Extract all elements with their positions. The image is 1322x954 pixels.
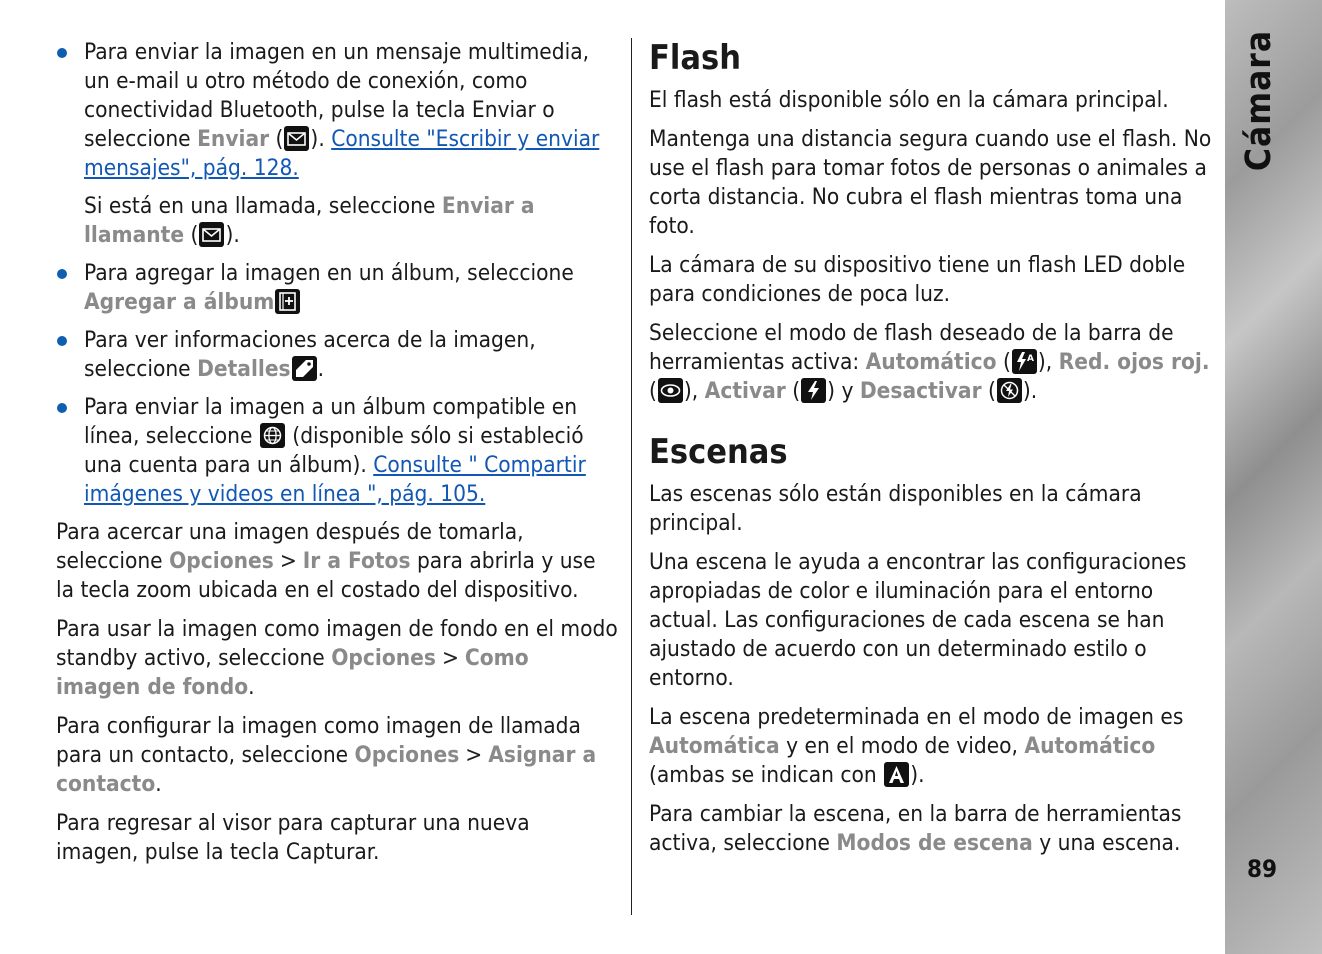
keyword-agregar-a-album: Agregar a álbum (84, 289, 275, 315)
keyword-como-imagen-de-fondo: Como imagen de fondo (56, 645, 529, 700)
keyword-detalles: Detalles (197, 356, 291, 382)
keyword-automatico: Automático (1024, 733, 1156, 759)
red-eye-icon (658, 378, 683, 403)
text: . (248, 674, 255, 700)
text: y en el modo de video, (779, 733, 1025, 759)
paragraph-change-scene (649, 800, 1214, 858)
paragraph: Mantenga una distancia segura cuando use el flash. No use el flash para tomar fotos de personas o animales a corta distancia. No cubra el flash mientras toma una foto. (649, 126, 1212, 239)
text: La escena predeterminada en el modo de imagen es (649, 704, 1184, 730)
globe-icon (260, 423, 285, 448)
menu-separator: > (441, 645, 459, 671)
left-column (56, 38, 618, 877)
text: ). (310, 126, 332, 152)
text: . (155, 771, 162, 797)
list-item (56, 38, 618, 250)
text: Para enviar la imagen en un mensaje multimedia, un e-mail u otro método de conexión, como conectividad Bluetooth, pulse la tecla Enviar o seleccione (84, 39, 590, 152)
bullet-dot (57, 48, 67, 58)
list-item (56, 393, 618, 509)
flash-off-icon (997, 378, 1022, 403)
flash-on-icon (801, 378, 826, 403)
text: ( (269, 126, 284, 152)
envelope-icon (199, 222, 224, 247)
keyword-red-ojos-roj: Red. ojos roj. (1058, 349, 1210, 375)
text: Para agregar la imagen en un álbum, seleccione (84, 260, 574, 286)
paragraph: El flash está disponible sólo en la cámara principal. (649, 87, 1169, 113)
paragraph-fondo (56, 615, 618, 702)
heading-escenas: Escenas (649, 432, 788, 472)
bullet-dot (57, 336, 67, 346)
text: . (317, 356, 325, 382)
text: Para ver informaciones acerca de la imagen, seleccione (84, 327, 536, 382)
text: ( (996, 349, 1011, 375)
keyword-automatica: Automática (649, 733, 780, 759)
keyword-ir-a-fotos: Ir a Fotos (302, 548, 411, 574)
link-escribir-enviar-mensajes[interactable]: Consulte "Escribir y enviar mensajes", pág. 128. (84, 126, 600, 181)
paragraph-default-scene (649, 703, 1214, 790)
menu-separator: > (465, 742, 483, 768)
text: y una escena. (1032, 830, 1181, 856)
text: ). (1022, 378, 1038, 404)
right-column (649, 38, 1214, 868)
keyword-desactivar: Desactivar (859, 378, 982, 404)
svg-text:A: A (1026, 354, 1034, 364)
paragraph: La cámara de su dispositivo tiene un flash LED doble para condiciones de poca luz. (649, 252, 1186, 307)
paragraph: Una escena le ayuda a encontrar las configuraciones apropiadas de color e iluminación para el entorno actual. Las configuraciones de cada escena se han ajustado de acuerdo con un determinado estilo o entorno. (649, 549, 1187, 691)
paragraph: Las escenas sólo están disponibles en la cámara principal. (649, 481, 1142, 536)
paragraph-flash-modes (649, 319, 1214, 406)
sub-paragraph (84, 192, 618, 250)
keyword-enviar-a-llamante: Enviar a llamante (84, 193, 535, 248)
text: ), (1037, 349, 1059, 375)
album-add-icon (275, 289, 300, 314)
keyword-opciones: Opciones (169, 548, 274, 574)
text: ) y (827, 378, 860, 404)
menu-separator: > (279, 548, 297, 574)
text: ). (910, 762, 925, 788)
text: ( (649, 378, 657, 404)
text: Para enviar la imagen a un álbum compatible en línea, seleccione (84, 394, 578, 449)
heading-flash: Flash (649, 38, 742, 78)
column-divider (631, 38, 632, 915)
text: Seleccione el modo de flash deseado de la barra de herramientas activa: (649, 320, 1174, 375)
text: ). (225, 222, 240, 248)
bullet-list (56, 38, 618, 509)
page-number: 89 (1246, 855, 1278, 883)
flash-auto-icon (1012, 349, 1037, 374)
text: ), (683, 378, 705, 404)
keyword-automatico: Automático (865, 349, 997, 375)
link-compartir-imagenes[interactable]: Consulte " Compartir imágenes y videos en línea ", pág. 105. (84, 452, 586, 507)
keyword-asignar-a-contacto: Asignar a contacto (56, 742, 597, 797)
text: ( (981, 378, 996, 404)
paragraph-regresar: Para regresar al visor para capturar una nueva imagen, pulse la tecla Capturar. (56, 810, 530, 865)
list-item (56, 259, 618, 317)
text: Para acercar una imagen después de tomarla, seleccione (56, 519, 524, 574)
keyword-activar: Activar (704, 378, 786, 404)
bullet-dot (57, 269, 67, 279)
chapter-title: Cámara (1239, 29, 1280, 171)
paragraph-acercar (56, 518, 618, 605)
text: ( (184, 222, 199, 248)
text: Para usar la imagen como imagen de fondo en el modo standby activo, seleccione (56, 616, 618, 671)
text: Si está en una llamada, seleccione (84, 193, 442, 219)
scene-auto-icon (884, 762, 909, 787)
text: (disponible sólo si estableció una cuenta para un álbum). (84, 423, 584, 478)
text: ( (785, 378, 801, 404)
list-item (56, 326, 618, 384)
envelope-icon (284, 126, 309, 151)
keyword-opciones: Opciones (331, 645, 436, 671)
chapter-tab (1238, 30, 1282, 170)
keyword-enviar: Enviar (197, 126, 270, 152)
text: Para cambiar la escena, en la barra de herramientas activa, seleccione (649, 801, 1182, 856)
tag-icon (292, 356, 317, 381)
paragraph-llamada (56, 712, 618, 799)
text: para abrirla y use la tecla zoom ubicada en el costado del dispositivo. (56, 548, 596, 603)
bullet-dot (57, 403, 67, 413)
text: Para configurar la imagen como imagen de llamada para un contacto, seleccione (56, 713, 581, 768)
keyword-opciones: Opciones (354, 742, 460, 768)
keyword-modos-de-escena: Modos de escena (836, 830, 1033, 856)
text: (ambas se indican con (649, 762, 884, 788)
